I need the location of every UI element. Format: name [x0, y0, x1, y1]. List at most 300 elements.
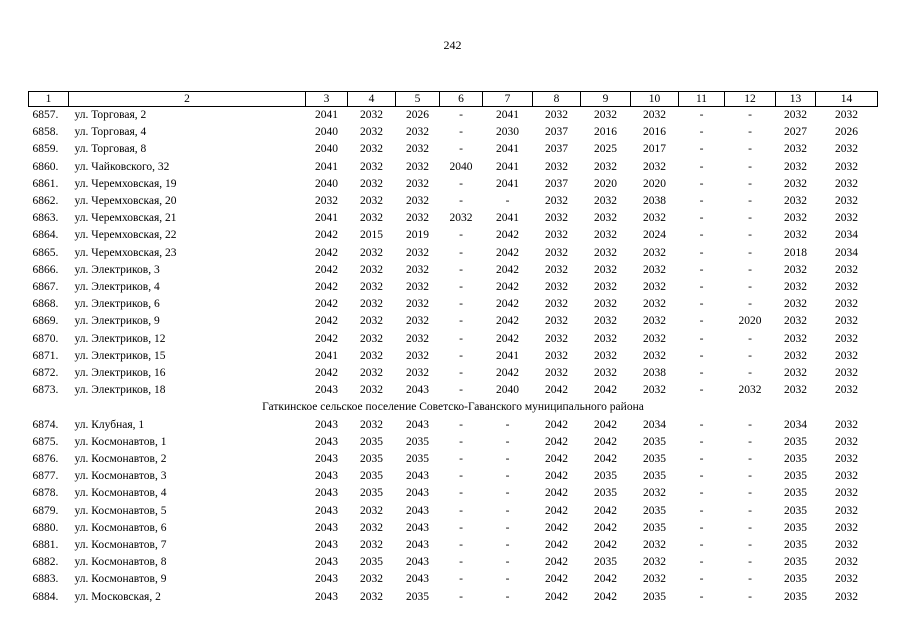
year-cell: -: [459, 263, 463, 276]
year-cell: 2032: [784, 160, 807, 173]
year-cell: -: [459, 281, 463, 294]
year-cell: 2032: [360, 160, 383, 173]
year-cell: -: [748, 470, 752, 483]
year-cell: 2032: [835, 349, 858, 362]
year-cell: 2043: [315, 590, 338, 603]
row-number: 6873.: [32, 384, 59, 397]
row-number: 6880.: [32, 521, 59, 534]
year-cell: 2032: [784, 349, 807, 362]
year-cell: -: [459, 539, 463, 552]
year-cell: 2032: [406, 212, 429, 225]
year-cell: 2032: [835, 195, 858, 208]
year-cell: -: [699, 143, 704, 156]
address-cell: ул. Черемховская, 19: [74, 177, 177, 190]
address-cell: ул. Электриков, 3: [74, 263, 160, 276]
year-cell: 2035: [784, 487, 807, 500]
year-cell: 2032: [545, 246, 568, 259]
address-cell: ул. Электриков, 15: [74, 349, 166, 362]
year-cell: 2035: [360, 470, 383, 483]
year-cell: -: [459, 143, 463, 156]
row-number: 6865.: [32, 246, 59, 259]
year-cell: 2032: [784, 315, 807, 328]
year-cell: 2032: [360, 384, 383, 397]
year-cell: 2032: [835, 487, 858, 500]
table-row: [29, 382, 878, 399]
year-cell: 2043: [315, 487, 338, 500]
table-row: [29, 176, 878, 193]
row-number: 6869.: [32, 315, 59, 328]
year-cell: 2035: [360, 556, 383, 569]
year-cell: -: [699, 246, 704, 259]
table-row: [29, 279, 878, 296]
year-cell: -: [699, 212, 704, 225]
table-row: [29, 227, 878, 244]
year-cell: -: [699, 229, 704, 242]
year-cell: -: [699, 573, 704, 586]
year-cell: 2032: [643, 160, 666, 173]
table-row: [29, 451, 878, 468]
year-cell: 2040: [315, 177, 338, 190]
year-cell: 2035: [360, 435, 383, 448]
year-cell: -: [459, 109, 463, 121]
year-cell: 2032: [406, 246, 429, 259]
table-row: [29, 365, 878, 382]
year-cell: -: [459, 126, 463, 139]
row-number: 6863.: [32, 212, 59, 225]
year-cell: 2032: [594, 246, 617, 259]
year-cell: 2042: [496, 298, 519, 311]
year-cell: 2032: [360, 573, 383, 586]
address-cell: ул. Черемховская, 20: [74, 195, 177, 208]
year-cell: 2032: [835, 521, 858, 534]
address-cell: ул. Электриков, 4: [74, 281, 160, 294]
year-cell: -: [699, 126, 704, 139]
table-body-b: [29, 417, 878, 606]
year-cell: 2041: [315, 212, 338, 225]
year-cell: -: [459, 521, 463, 534]
year-cell: 2019: [406, 229, 429, 242]
year-cell: -: [748, 143, 752, 156]
year-cell: 2032: [784, 332, 807, 345]
year-cell: -: [748, 418, 752, 431]
table-row: [29, 193, 878, 210]
year-cell: -: [699, 418, 704, 431]
year-cell: 2032: [360, 212, 383, 225]
year-cell: 2032: [835, 504, 858, 517]
table-body-a: [29, 107, 878, 400]
table-row: [29, 554, 878, 571]
year-cell: 2032: [643, 573, 666, 586]
year-cell: 2032: [784, 281, 807, 294]
year-cell: -: [699, 367, 704, 380]
year-cell: 2032: [360, 177, 383, 190]
year-cell: 2042: [315, 367, 338, 380]
year-cell: 2032: [835, 470, 858, 483]
table-row: [29, 296, 878, 313]
year-cell: 2042: [545, 590, 568, 603]
year-cell: 2032: [406, 177, 429, 190]
year-cell: 2040: [315, 126, 338, 139]
year-cell: 2032: [835, 281, 858, 294]
row-number: 6864.: [32, 229, 59, 242]
year-cell: 2032: [784, 109, 807, 121]
year-cell: 2032: [738, 384, 762, 397]
year-cell: 2042: [594, 590, 617, 603]
year-cell: 2032: [835, 298, 858, 311]
year-cell: 2032: [406, 263, 429, 276]
row-number: 6872.: [32, 367, 59, 380]
year-cell: 2032: [360, 367, 383, 380]
address-cell: ул. Чайковского, 32: [74, 160, 170, 173]
year-cell: -: [699, 349, 704, 362]
address-cell: ул. Торговая, 4: [74, 126, 147, 139]
table-row: [29, 107, 878, 125]
year-cell: 2041: [315, 160, 338, 173]
year-cell: 2032: [835, 315, 858, 328]
header-cell: 11: [679, 92, 725, 107]
year-cell: 2032: [406, 298, 429, 311]
address-cell: ул. Космонавтов, 2: [74, 453, 167, 466]
year-cell: 2035: [594, 470, 617, 483]
year-cell: 2042: [545, 573, 568, 586]
year-cell: 2042: [315, 298, 338, 311]
section-row: [29, 399, 878, 416]
year-cell: -: [505, 573, 510, 586]
row-number: 6866.: [32, 263, 59, 276]
year-cell: 2032: [360, 109, 383, 121]
year-cell: -: [459, 195, 463, 208]
row-number: 6879.: [32, 504, 59, 517]
year-cell: 2032: [406, 126, 429, 139]
year-cell: 2027: [784, 126, 807, 139]
year-cell: 2035: [784, 453, 807, 466]
year-cell: 2037: [545, 143, 568, 156]
year-cell: 2042: [545, 521, 568, 534]
row-number: 6860.: [32, 160, 59, 173]
year-cell: 2041: [496, 143, 519, 156]
year-cell: 2035: [643, 504, 666, 517]
table-row: [29, 262, 878, 279]
year-cell: 2032: [594, 332, 617, 345]
year-cell: 2042: [315, 281, 338, 294]
year-cell: 2032: [784, 384, 807, 397]
year-cell: 2043: [406, 384, 429, 397]
year-cell: 2032: [360, 539, 383, 552]
year-cell: 2032: [360, 504, 383, 517]
year-cell: 2035: [594, 487, 617, 500]
year-cell: 2035: [784, 470, 807, 483]
year-cell: 2042: [496, 246, 519, 259]
year-cell: 2042: [594, 384, 617, 397]
address-cell: ул. Космонавтов, 8: [74, 556, 167, 569]
year-cell: 2035: [784, 556, 807, 569]
year-cell: -: [459, 367, 463, 380]
year-cell: 2032: [835, 212, 858, 225]
year-cell: 2041: [496, 160, 519, 173]
address-cell: ул. Электриков, 9: [74, 315, 160, 328]
year-cell: 2032: [360, 298, 383, 311]
year-cell: 2032: [406, 332, 429, 345]
year-cell: 2032: [643, 212, 666, 225]
year-cell: 2030: [496, 126, 519, 139]
year-cell: 2026: [406, 109, 429, 121]
row-number: 6871.: [32, 349, 59, 362]
year-cell: 2032: [835, 109, 858, 121]
year-cell: -: [748, 195, 752, 208]
year-cell: 2042: [496, 263, 519, 276]
year-cell: 2032: [594, 349, 617, 362]
year-cell: 2042: [594, 573, 617, 586]
year-cell: -: [699, 435, 704, 448]
row-number: 6884.: [32, 590, 59, 603]
year-cell: 2035: [784, 539, 807, 552]
year-cell: 2043: [315, 556, 338, 569]
year-cell: -: [748, 160, 752, 173]
year-cell: 2032: [835, 573, 858, 586]
year-cell: 2032: [835, 453, 858, 466]
year-cell: 2020: [643, 177, 666, 190]
year-cell: -: [748, 539, 752, 552]
year-cell: 2032: [360, 143, 383, 156]
row-number: 6882.: [32, 556, 59, 569]
year-cell: -: [748, 556, 752, 569]
address-cell: ул. Торговая, 2: [74, 109, 147, 121]
year-cell: -: [748, 573, 752, 586]
year-cell: -: [459, 384, 463, 397]
year-cell: -: [748, 298, 752, 311]
year-cell: 2035: [643, 590, 666, 603]
year-cell: 2035: [360, 453, 383, 466]
year-cell: 2043: [315, 504, 338, 517]
year-cell: 2032: [545, 367, 568, 380]
table-row: [29, 348, 878, 365]
year-cell: 2035: [643, 435, 666, 448]
year-cell: 2042: [545, 556, 568, 569]
year-cell: 2042: [496, 367, 519, 380]
table-row: [29, 245, 878, 262]
year-cell: 2041: [496, 177, 519, 190]
year-cell: 2032: [545, 281, 568, 294]
year-cell: 2042: [315, 263, 338, 276]
year-cell: 2032: [835, 177, 858, 190]
year-cell: -: [748, 177, 752, 190]
year-cell: 2032: [545, 212, 568, 225]
year-cell: 2042: [545, 539, 568, 552]
row-number: 6859.: [32, 143, 59, 156]
table-row: [29, 331, 878, 348]
header-cell: 8: [533, 92, 581, 107]
year-cell: 2032: [545, 298, 568, 311]
year-cell: 2043: [315, 539, 338, 552]
year-cell: -: [459, 470, 463, 483]
year-cell: 2034: [835, 246, 858, 259]
year-cell: -: [505, 487, 510, 500]
year-cell: 2042: [545, 384, 568, 397]
year-cell: -: [699, 298, 704, 311]
row-number: 6862.: [32, 195, 59, 208]
year-cell: -: [699, 332, 704, 345]
year-cell: 2016: [594, 126, 617, 139]
year-cell: 2037: [545, 177, 568, 190]
year-cell: 2041: [315, 349, 338, 362]
address-cell: ул. Космонавтов, 4: [74, 487, 167, 500]
year-cell: 2032: [360, 332, 383, 345]
year-cell: 2034: [643, 418, 666, 431]
header-cell: 9: [581, 92, 631, 107]
header-cell: 2: [69, 92, 306, 107]
year-cell: -: [459, 573, 463, 586]
table-row: [29, 503, 878, 520]
year-cell: -: [748, 487, 752, 500]
year-cell: 2032: [835, 539, 858, 552]
year-cell: -: [505, 590, 510, 603]
year-cell: 2043: [406, 418, 429, 431]
year-cell: 2032: [643, 349, 666, 362]
row-number: 6877.: [32, 470, 59, 483]
year-cell: 2032: [643, 539, 666, 552]
year-cell: -: [699, 281, 704, 294]
header-cell: 4: [348, 92, 396, 107]
year-cell: 2032: [835, 556, 858, 569]
year-cell: 2032: [406, 160, 429, 173]
table-row: [29, 313, 878, 330]
address-cell: ул. Электриков, 18: [74, 384, 166, 397]
year-cell: 2042: [545, 487, 568, 500]
year-cell: 2043: [406, 539, 429, 552]
year-cell: -: [748, 212, 752, 225]
address-cell: ул. Черемховская, 22: [74, 229, 177, 242]
year-cell: 2035: [360, 487, 383, 500]
table-row: [29, 537, 878, 554]
year-cell: -: [748, 263, 752, 276]
year-cell: 2032: [643, 298, 666, 311]
year-cell: 2032: [360, 195, 383, 208]
year-cell: 2032: [784, 298, 807, 311]
header-row: [29, 92, 878, 107]
row-number: 6858.: [32, 126, 59, 139]
row-number: 6874.: [32, 418, 59, 431]
year-cell: -: [505, 504, 510, 517]
year-cell: 2035: [784, 504, 807, 517]
year-cell: -: [748, 332, 752, 345]
year-cell: 2034: [784, 418, 807, 431]
year-cell: -: [748, 246, 752, 259]
header-cell: 13: [776, 92, 816, 107]
year-cell: -: [505, 470, 510, 483]
table-row: [29, 417, 878, 434]
year-cell: 2035: [643, 470, 666, 483]
year-cell: 2042: [594, 418, 617, 431]
year-cell: 2043: [315, 435, 338, 448]
year-cell: 2032: [545, 109, 568, 121]
year-cell: 2042: [496, 229, 519, 242]
year-cell: -: [748, 590, 752, 603]
page-number: 242: [443, 38, 462, 52]
year-cell: 2032: [449, 212, 473, 225]
address-cell: ул. Космонавтов, 6: [74, 521, 167, 534]
year-cell: 2032: [360, 521, 383, 534]
year-cell: 2032: [360, 281, 383, 294]
year-cell: 2032: [835, 263, 858, 276]
year-cell: -: [748, 126, 752, 139]
year-cell: -: [748, 229, 752, 242]
year-cell: -: [699, 487, 704, 500]
year-cell: 2032: [784, 177, 807, 190]
year-cell: 2032: [835, 332, 858, 345]
row-number: 6878.: [32, 487, 59, 500]
row-number: 6875.: [32, 435, 59, 448]
year-cell: 2042: [496, 281, 519, 294]
year-cell: 2032: [835, 418, 858, 431]
year-cell: 2025: [594, 143, 617, 156]
year-cell: 2032: [360, 349, 383, 362]
year-cell: -: [505, 539, 510, 552]
year-cell: 2032: [835, 143, 858, 156]
year-cell: 2032: [643, 281, 666, 294]
year-cell: 2032: [545, 315, 568, 328]
year-cell: 2042: [545, 418, 568, 431]
year-cell: 2042: [315, 246, 338, 259]
year-cell: 2042: [545, 470, 568, 483]
year-cell: 2042: [315, 229, 338, 242]
year-cell: 2024: [643, 229, 666, 242]
year-cell: -: [699, 109, 704, 121]
year-cell: -: [505, 556, 510, 569]
year-cell: 2043: [315, 521, 338, 534]
year-cell: -: [505, 418, 510, 431]
year-cell: 2032: [784, 212, 807, 225]
year-cell: -: [699, 263, 704, 276]
table-row: [29, 520, 878, 537]
year-cell: 2032: [545, 332, 568, 345]
year-cell: -: [459, 487, 463, 500]
year-cell: -: [699, 177, 704, 190]
table-row: [29, 141, 878, 158]
year-cell: -: [748, 453, 752, 466]
year-cell: 2035: [784, 521, 807, 534]
year-cell: 2020: [738, 315, 762, 328]
year-cell: -: [505, 195, 510, 208]
row-number: 6857.: [32, 109, 59, 121]
year-cell: 2042: [315, 315, 338, 328]
year-cell: -: [699, 453, 704, 466]
year-cell: -: [459, 435, 463, 448]
year-cell: -: [699, 521, 704, 534]
year-cell: 2035: [643, 521, 666, 534]
year-cell: 2032: [594, 195, 617, 208]
year-cell: 2035: [594, 556, 617, 569]
year-cell: 2032: [835, 367, 858, 380]
year-cell: 2032: [784, 263, 807, 276]
year-cell: 2016: [643, 126, 666, 139]
row-number: 6868.: [32, 298, 59, 311]
table-row: [29, 589, 878, 606]
year-cell: 2043: [406, 556, 429, 569]
year-cell: 2043: [406, 521, 429, 534]
year-cell: 2042: [594, 504, 617, 517]
year-cell: 2032: [784, 229, 807, 242]
year-cell: 2037: [545, 126, 568, 139]
section-title: Гаткинское сельское поселение Советско-Гаванского муниципального района: [262, 401, 644, 414]
year-cell: 2035: [784, 573, 807, 586]
year-cell: 2015: [360, 229, 383, 242]
year-cell: 2032: [594, 263, 617, 276]
year-cell: 2032: [594, 160, 617, 173]
row-number: 6881.: [32, 539, 59, 552]
table-row: [29, 210, 878, 227]
year-cell: 2035: [406, 435, 429, 448]
year-cell: 2042: [496, 332, 519, 345]
